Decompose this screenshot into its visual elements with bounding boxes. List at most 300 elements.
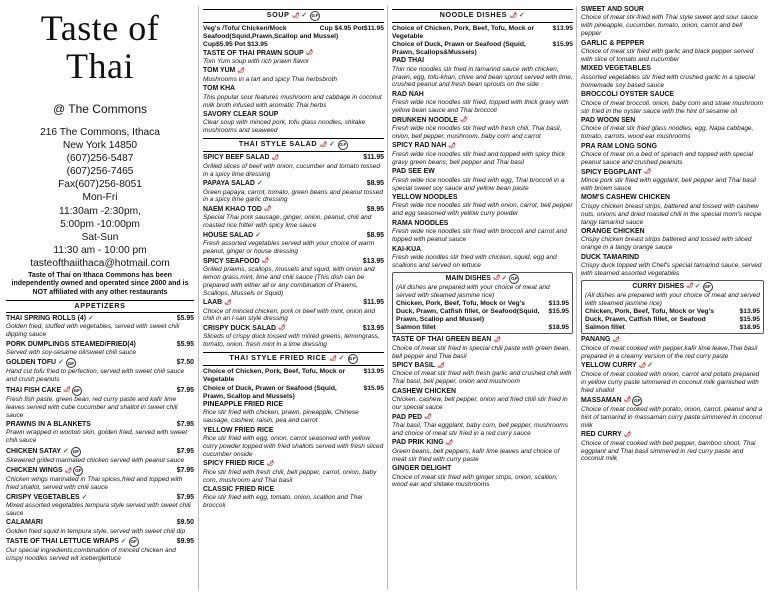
- choice-price: $13.95: [363, 368, 384, 376]
- chili-icon: 🌶: [224, 299, 231, 306]
- item-name: TOM YUM: [203, 67, 236, 75]
- menu-item: [581, 396, 764, 430]
- item-price: $7.95: [176, 421, 194, 429]
- choice-price: $15.95: [739, 316, 760, 324]
- item-price: $8.95: [366, 180, 384, 188]
- item-price: $7.95: [176, 447, 194, 455]
- main-choice-2: [396, 308, 569, 324]
- item-name: PAD PED: [392, 413, 423, 421]
- weekend-hours: 11:30 am - 10:00 pm: [53, 244, 147, 256]
- choice-price: $15.95: [552, 40, 573, 48]
- item-price: $9.50: [176, 519, 194, 527]
- appetizers-heading: APPETIZERS: [6, 300, 194, 313]
- item-desc: Hand cut tofu fried to perfection, served with sweet chili sauce and crush peanuts: [6, 368, 185, 384]
- item-name: ORANGE CHICKEN: [581, 227, 645, 235]
- item-name: PANANG: [581, 336, 611, 344]
- item-desc: Prawn wrapped in wonton skin, golden fried, served with sweet chili sauce: [6, 429, 188, 445]
- curry-choice-2: [585, 316, 760, 324]
- item-price: $8.95: [366, 231, 384, 239]
- item-desc: Choice of meat cooked with onion, carrot and potato prepared in yellow curry paste simmered in coconut milk garnished with fried shallot: [581, 370, 760, 394]
- restaurant-name: Taste of Thai: [40, 8, 160, 86]
- choice-price: $18.95: [739, 324, 760, 332]
- item-desc: Thin rice noodles stir fried in tamarind sauce with chicken, prawn, egg, tofu-khan, chive and bean sprout served with lime, crushed peanut and fresh bean sprouts on the side: [392, 65, 573, 89]
- item-name: SPICY BASIL: [392, 362, 436, 370]
- curry-choice-1: [585, 308, 760, 316]
- item-name: CHICKEN WINGS: [6, 466, 63, 474]
- choice-price: $15.95: [363, 384, 384, 392]
- menu-item: [203, 180, 384, 204]
- item-desc: Grilled prawns, scallops, mussels and squid, with onion and lemon grass,mint, lime and chili sauce (This dish can be prepared with either all or any combination of Prawns, Scallops, Mussels or Squid): [203, 265, 375, 297]
- item-name: PRAWNS IN A BLANKETS: [6, 421, 91, 429]
- item-desc: Fresh wide rice noodles stir fried with onion, carrot, bell pepper and egg seasoned with yellow curry powder: [392, 202, 573, 218]
- gluten-free-icon: GF: [632, 396, 642, 406]
- gluten-free-icon: GF: [348, 354, 358, 364]
- vegan-leaf-icon: ✓: [518, 12, 526, 19]
- noodle-heading: NOODLE DISHES: [439, 10, 507, 19]
- item-name: TASTE OF THAI LETTUCE WRAPS: [6, 538, 119, 546]
- item-desc: Special Thai pork sausage, ginger, onion, peanut, chili and roasted rice fritter with spicy lime sauce: [203, 214, 372, 230]
- menu-item: [581, 431, 764, 463]
- chili-icon: 🌶: [424, 414, 431, 421]
- item-name: RED CURRY: [581, 431, 622, 439]
- chili-icon: 🌶: [263, 206, 271, 213]
- main-dishes-intro: (All dishes are prepared with your choice of meat and served with steamed jasmine rice): [396, 283, 550, 299]
- soup-price-1: Cup $4.95 Pot$11.95: [319, 25, 384, 32]
- chili-icon: 🌶: [492, 275, 500, 282]
- gluten-free-icon: GF: [509, 274, 519, 284]
- menu-item: [6, 494, 194, 518]
- item-desc: Choice of minced chicken, pork or beef with mint, onion and chili in an I-san style dressing: [203, 307, 375, 323]
- item-price: $7.95: [176, 466, 194, 474]
- contact-block: [6, 126, 194, 270]
- menu-item: [581, 254, 764, 278]
- item-name: RAD NAH: [392, 90, 424, 98]
- menu-item: [392, 246, 573, 270]
- vegan-leaf-icon: ✓: [301, 12, 308, 20]
- menu-item: [392, 336, 573, 360]
- vegan-leaf-icon: ✓: [81, 493, 88, 501]
- menu-item: [581, 117, 764, 141]
- fried-rice-section-heading: [203, 352, 384, 366]
- menu-item: [581, 6, 764, 38]
- email: tasteofthaiithaca@hotmail.com: [30, 257, 170, 269]
- item-desc: Fresh wide noodles stir fried with chicken, squid, egg and scallions and served on lettuce: [392, 253, 557, 269]
- choice-price: $13.95: [552, 24, 573, 32]
- gluten-free-icon: GF: [338, 140, 348, 150]
- vegan-leaf-icon: ✓: [58, 359, 64, 367]
- item-desc: Mushrooms in a tart and spicy Thai herbsbroth: [203, 75, 338, 83]
- item-desc: Choice of meat stir fried with garlic and black pepper served with slice of tomato and cucumber: [581, 48, 754, 64]
- menu-item: [6, 341, 194, 357]
- item-name: LAAB: [203, 299, 223, 307]
- soup-price-2: Cup$5.95 Pot $13.95: [203, 41, 268, 49]
- item-price: $11.95: [363, 299, 384, 307]
- fried-rice-choice-2: [203, 385, 384, 401]
- menu-item: [6, 315, 194, 339]
- vegan-leaf-icon: ✓: [120, 538, 127, 545]
- item-name: SPICY EGGPLANT: [581, 168, 642, 176]
- menu-item: [203, 401, 384, 425]
- choice-name: Choice of Chicken, Pork, Beef, Tofu, Mock or Vegetable: [203, 368, 346, 384]
- item-desc: Mince pork stir fried with eggplant, bell pepper and Thai basil with brown sauce: [581, 176, 756, 192]
- menu-item: [392, 142, 573, 166]
- item-name: PINEAPPLE FRIED RICE: [203, 400, 284, 408]
- vegan-leaf-icon: ✓: [329, 141, 336, 149]
- salad-section-heading: [203, 138, 384, 152]
- menu-item: [392, 194, 573, 218]
- item-name: SPICY BEEF SALAD: [203, 154, 270, 162]
- soup-price-line-1: [203, 25, 384, 33]
- chili-icon: 🌶: [437, 362, 444, 369]
- item-desc: Green beans, bell peppers, kafir lime leaves and choice of meat stir fried with curry paste: [392, 447, 560, 463]
- main-dishes-heading: MAIN DISHES: [445, 274, 491, 282]
- menu-item: [581, 40, 764, 64]
- choice-price: $13.95: [548, 299, 569, 307]
- address-line-1: 216 The Commons, Ithaca: [40, 127, 160, 139]
- vegan-leaf-icon: ✓: [501, 274, 508, 282]
- menu-item: [6, 421, 194, 445]
- item-name: TOM KHA: [203, 85, 236, 93]
- appetizers-list: [6, 315, 194, 563]
- item-price: $9.95: [366, 205, 384, 213]
- menu-item: [581, 194, 764, 226]
- item-desc: Choice of meat stir fried with fresh garlic and crushed chili with Thai basil, bell pepper, onion and mushroom: [392, 370, 572, 386]
- soup-choice-1: Veg's /Tofu/ Chicken/Mock: [203, 25, 287, 32]
- item-name: NAEM KHAO TOD: [203, 205, 262, 213]
- item-desc: Clear soup with minced pork, tofu glass noodles, shitake mushrooms and seaweed: [203, 119, 366, 135]
- menu-item: [6, 537, 194, 563]
- address-line-2: New York 14850: [62, 140, 138, 152]
- item-price: $13.95: [362, 257, 384, 265]
- vegan-leaf-icon: ✓: [63, 447, 69, 455]
- item-name: THAI SPRING ROLLS (4): [6, 314, 87, 322]
- noodle-section-heading: [392, 9, 573, 23]
- item-name: SPICY FRIED RICE: [203, 460, 265, 468]
- item-price: $5.95: [176, 340, 194, 348]
- item-name: PRA RAM LONG SONG: [581, 142, 657, 150]
- item-desc: Assorted vegetables stir fried with crushed garlic in a special homemade soy based sauce: [581, 73, 755, 89]
- item-name: SPICY RAD NAH: [392, 142, 447, 150]
- chili-icon: 🌶: [623, 431, 631, 438]
- item-name: PAD WOON SEN: [581, 116, 636, 124]
- item-desc: Sliceds of crispy duck tossed with mixed greens, lemongrass, tomato, onion, fresh mint in a lime dressing: [203, 333, 380, 349]
- item-desc: Mixed assorted vegetables tempura style served with sweet chili sauce: [6, 502, 191, 517]
- item-desc: Our special ingredients,combination of minced chicken and crispy noodles served wit iceberglettuce: [6, 547, 176, 563]
- item-name: PAD SEE EW: [392, 168, 435, 176]
- menu-item: [581, 336, 764, 360]
- item-desc: Chicken wings marinated in Thai spices,fried and topped with fried shallot, served with chili sauce: [6, 476, 183, 492]
- main-choice-3: [396, 324, 569, 332]
- item-name: CASHEW CHICKEN: [392, 387, 456, 395]
- gluten-free-icon: GF: [66, 358, 76, 368]
- phone-2: (607)256-7465: [66, 166, 134, 178]
- menu-item: [203, 232, 384, 256]
- chili-icon: 🌶: [612, 336, 619, 343]
- column-3: [387, 6, 573, 590]
- choice-name: Choice of Chicken, Pork, Beef, Tofu, Mock or Vegetable: [392, 24, 535, 40]
- item-desc: Choice of meat broccoli, onion, baby corn and straw mushroom stir fried in the oyster sauce with the hint of sesame oil: [581, 99, 764, 115]
- item-desc: Fresh wide rice noodles stir fried with fresh chili, Thai basil, onion, bell pepper, mushroom, baby corn and carrot: [392, 125, 562, 141]
- item-price: $13.95: [362, 324, 384, 332]
- menu-item: [203, 486, 384, 510]
- item-desc: Crispy chicken breast strips battered and tossed with sliced orange in a tangy orange sauce: [581, 236, 752, 252]
- choice-price: $13.95: [739, 307, 760, 315]
- choice-name: Chicken, Pork, Beef, Tofu, Mock or Veg's: [396, 299, 525, 307]
- menu-item: [203, 67, 384, 83]
- item-name: PAD THAI: [392, 57, 425, 65]
- vegan-leaf-icon: ✓: [694, 282, 701, 290]
- chili-icon: 🌶: [261, 258, 269, 265]
- choice-name: Choice of Duck, Prawn or Seafood (Squid, Prawn, Scallop and Mussels): [203, 384, 337, 400]
- menu-item: [6, 358, 194, 384]
- main-dishes-heading-row: [396, 274, 569, 284]
- item-name: RAMA NOODLES: [392, 219, 449, 227]
- item-desc: Chicken, cashew, bell pepper, onion and fried chili stir fried in our special sauce: [392, 396, 568, 412]
- item-desc: Choice of meat stir-fried with Thai style sweet and sour sauce with pineapple, cucumber, tomato, onion, carrot and bell pepper: [581, 14, 758, 38]
- menu-item: [203, 460, 384, 484]
- item-name: PORK DUMPLINGS STEAMED/FRIED(4): [6, 340, 136, 348]
- chili-icon: 🌶: [64, 467, 72, 474]
- weekday-hours-lunch: 11:30am -2:30pm,: [59, 205, 141, 217]
- item-desc: Tom Yum soup with rich prawn flavor: [203, 57, 309, 65]
- main-choice-1: [396, 300, 569, 308]
- choice-name: Salmon fillet: [585, 324, 625, 332]
- item-name: SWEET AND SOUR: [581, 6, 644, 13]
- menu-item: [203, 111, 384, 135]
- item-name: CRISPY VEGETABLES: [6, 493, 80, 501]
- chili-icon: 🌶: [278, 325, 285, 332]
- chili-icon: 🌶: [638, 362, 646, 369]
- item-desc: Crispy duck topped with Chef's special tamarind sauce, served with steamed assorted vegetables: [581, 262, 762, 278]
- vegan-leaf-icon: ✓: [88, 314, 94, 322]
- menu-item: [203, 325, 384, 349]
- item-name: PAD PRIK KING: [392, 439, 444, 447]
- item-desc: This popular sour features mushroom and cabbage in coconut milk broth infused with aromatic Thai herbs: [203, 93, 382, 109]
- chili-icon: 🌶: [329, 356, 336, 363]
- vegan-leaf-icon: ✓: [338, 355, 345, 363]
- menu-item: [392, 439, 573, 463]
- item-name: CLASSIC FRIED RICE: [203, 486, 275, 494]
- menu-item: [392, 388, 573, 412]
- main-dishes-box: [392, 272, 573, 335]
- item-name: GARLIC & PEPPER: [581, 39, 645, 47]
- item-name: BROCCOLI OYSTER SAUCE: [581, 91, 675, 99]
- menu-item: [203, 154, 384, 178]
- chili-icon: 🌶: [686, 283, 693, 290]
- item-desc: Skewered grilled marinated chicken served with peanut sauce: [6, 456, 185, 464]
- item-name: YELLOW NOODLES: [392, 193, 458, 201]
- item-desc: Fresh wide rice noodles stir fried with egg, Thai broccoli in a special sweet soy sauce and yellow bean paste: [392, 176, 565, 192]
- item-price: $7.50: [176, 359, 194, 367]
- item-price: $7.95: [176, 493, 194, 501]
- choice-price: $15.95: [548, 307, 569, 315]
- item-price: $5.95: [176, 314, 194, 322]
- chili-icon: 🌶: [643, 169, 651, 176]
- ownership-note: Taste of Thai on Ithaca Commons has been independently owned and operated since 2000 and is NOT affiliated with any other restaurants: [11, 271, 189, 296]
- item-name: MOM'S CASHEW CHICKEN: [581, 194, 670, 202]
- menu-item: [392, 414, 573, 438]
- vegan-leaf-icon: ✓: [256, 180, 263, 187]
- item-name: CALAMARI: [6, 519, 43, 527]
- menu-item: [6, 519, 194, 535]
- item-name: HOUSE SALAD: [203, 231, 254, 239]
- fax: Fax(607)256-8051: [58, 179, 142, 191]
- column-2: [198, 6, 384, 590]
- item-desc: Choice of meat cooked with pepper,kafir lime leave,Thai basil prepared in a creamy version of the red curry paste: [581, 344, 758, 360]
- soup-heading: SOUP: [266, 10, 290, 20]
- menu-item: [581, 228, 764, 252]
- noodle-choice-1: [392, 25, 573, 41]
- vegan-leaf-icon: ✓: [255, 231, 262, 239]
- curry-box: [581, 280, 764, 334]
- item-name: MASSAMAN: [581, 396, 622, 404]
- item-desc: Fresh fish paste, green bean, red curry paste and kafir lime leaves served with cube cucumber and shallot in sweet chili sauce: [6, 395, 178, 419]
- menu-item: [6, 466, 194, 492]
- curry-heading: CURRY DISHES: [632, 282, 685, 290]
- item-price: $9.95: [176, 538, 194, 546]
- item-name: GOLDEN TOFU: [6, 359, 57, 367]
- salad-heading: THAI STYLE SALAD: [238, 139, 318, 149]
- item-desc: Choice of meat stir fried with ginger strips, onion, scallion, wood ear and shitake mushrooms: [392, 473, 558, 489]
- menu-item: [581, 65, 764, 89]
- item-name: MIXED VEGETABLES: [581, 65, 651, 73]
- menu-item: [581, 91, 764, 115]
- item-desc: Fresh wide rice noodles stir fried, topped with thick gravy with yellow bean sauce and Thai broccoli: [392, 99, 569, 115]
- item-name: GINGER DELIGHT: [392, 465, 452, 473]
- menu-item: [392, 465, 573, 489]
- item-name: SAVORY CLEAR SOUP: [203, 110, 279, 118]
- item-desc: Served with soy-sesame oil/sweet chili sauce: [6, 348, 137, 356]
- chili-icon: 🌶: [271, 154, 279, 161]
- fried-rice-heading: THAI STYLE FRIED RICE: [229, 353, 327, 363]
- item-desc: Grilled slices of beef with onion, cucumber and tomato tossed in a spicy lime dressing: [203, 162, 381, 178]
- choice-name: Chicken, Pork, Beef, Tofu, Mock or Veg's: [585, 307, 714, 315]
- curry-heading-row: [585, 282, 760, 292]
- weekday-hours-dinner: 5:00pm -10:00pm: [60, 218, 140, 230]
- menu-item: [392, 91, 573, 115]
- item-desc: Choice of meat cooked with bell pepper, bamboo shoot, Thai eggplant and Thai basil simmered in red curry paste and coconut milk: [581, 439, 756, 463]
- item-desc: Fresh assorted vegetables served with your choice of warm peanut, ginger or house dressing: [203, 240, 375, 256]
- gluten-free-icon: GF: [703, 282, 713, 292]
- gluten-free-icon: GF: [310, 11, 320, 21]
- item-desc: Crispy chicken breast strips, battered and tossed with cashew nuts, onions and dried roasted chili in the special mom's recipe tangy tamarind sauce: [581, 202, 762, 226]
- item-name: SPICY SEAFOOD: [203, 257, 260, 265]
- menu-item: [203, 299, 384, 323]
- menu-item: [392, 117, 573, 141]
- gluten-free-icon: GF: [72, 386, 82, 396]
- item-desc: Choice of meat stir fried glass noodles, egg, Napa cabbage, tomato, carrots, wood ear mushrooms: [581, 125, 754, 141]
- fried-rice-choice-1: [203, 368, 384, 384]
- item-desc: Golden fried squid in tempura style, served with sweet chili dip: [6, 527, 186, 535]
- soup-section-heading: [203, 9, 384, 23]
- item-name: CHICKEN SATAY: [6, 447, 62, 455]
- chili-icon: 🌶: [237, 67, 244, 74]
- phone-1: (607)256-5487: [66, 153, 134, 165]
- soup-choice-2: Seafood(Squid,Prawn,Scallop and Mussel): [203, 33, 339, 41]
- menu-item: [203, 85, 384, 109]
- item-desc: Rice stir fried with fresh chili, bell pepper, carrot, onion, baby corn, mushroom and Thai basil: [203, 468, 377, 484]
- item-desc: Choice of meat on a bed of spinach and topped with special peanut sauce and crushed peanuts: [581, 151, 754, 167]
- chili-icon: 🌶: [63, 387, 70, 394]
- item-name: TASTE OF THAI PRAWN SOUP: [203, 49, 304, 57]
- choice-name: Duck, Prawn, Catfish fillet, or Seafood: [585, 316, 706, 324]
- gluten-free-icon: GF: [71, 447, 81, 457]
- item-desc: Choice of meat stir fried in special chili paste with green bean, bell pepper and Thai basil: [392, 344, 571, 360]
- choice-name: Salmon fillet: [396, 324, 436, 332]
- menu-item: [581, 143, 764, 167]
- item-name: CRISPY DUCK SALAD: [203, 324, 276, 332]
- item-desc: Fresh wide rice noodles stir fried with broccoli and carrot and topped with peanut sauce: [392, 228, 567, 244]
- item-name: PAPAYA SALAD: [203, 180, 255, 188]
- item-price: $7.95: [176, 386, 194, 394]
- choice-price: $18.95: [548, 324, 569, 332]
- menu-item: [581, 362, 764, 394]
- item-desc: Golden fried, stuffed with vegetables, served with sweet chili dipping sauce: [6, 323, 180, 339]
- menu-item: [392, 57, 573, 89]
- weekend-label: Sat-Sun: [81, 231, 119, 243]
- chili-icon: 🌶: [305, 50, 313, 57]
- chili-icon: 🌶: [448, 142, 455, 149]
- item-desc: Choice of meat cooked with potato, onion, carrot, peanut and a hint of tamarind in massaman curry paste simmered in coconut milk: [581, 405, 763, 429]
- location-tag: @ The Commons: [53, 101, 147, 116]
- weekday-label: Mon-Fri: [82, 192, 118, 204]
- item-desc: Rice stir fried with chicken, prawn, pineapple, Chinese sausage, cashew, raisin, pea and carrot: [203, 409, 359, 425]
- gluten-free-icon: GF: [129, 537, 139, 547]
- item-desc: Thai basil, Thai eggplant, baby corn, bell pepper, mushrooms and choice of meat stir fried in a red curry sauce: [392, 422, 568, 437]
- menu-item: [392, 362, 573, 386]
- chili-icon: 🌶: [509, 13, 517, 19]
- menu-item: [203, 258, 384, 298]
- item-desc: Rice stir fried with egg, onion, carrot seasoned with yellow curry powder topped with fried shallots served with fresh sliced cucumber onside: [203, 435, 384, 458]
- menu-item: [203, 427, 384, 459]
- vegan-leaf-icon: ✓: [647, 362, 654, 370]
- menu-item: [203, 50, 384, 66]
- curry-intro: (All dishes are prepared with your choice of meat and served with steamed jasmine rice): [585, 292, 760, 307]
- chili-icon: 🌶: [459, 117, 467, 124]
- item-name: KAI-KUA: [392, 245, 422, 253]
- item-name: THAI FISH CAKE: [6, 386, 62, 394]
- chili-icon: 🌶: [493, 336, 501, 343]
- item-desc: Rice stir fried with egg, tomato, onion, scallion and Thai broccoli: [203, 494, 363, 510]
- item-name: YELLOW CURRY: [581, 362, 637, 370]
- chili-icon: 🌶: [319, 142, 327, 149]
- menu-item: [581, 169, 764, 193]
- item-name: DUCK TAMARIND: [581, 253, 640, 261]
- chili-icon: 🌶: [266, 460, 274, 467]
- chili-icon: 🌶: [445, 439, 453, 446]
- column-4: [576, 6, 764, 590]
- column-1: [6, 6, 194, 590]
- item-name: YELLOW FRIED RICE: [203, 426, 274, 434]
- menu-item: [392, 220, 573, 244]
- gluten-free-icon: GF: [73, 466, 83, 476]
- item-desc: Green papaya, carrot, tomato, green beans and peanut tossed in a spicy lime garlic dressing: [203, 188, 383, 204]
- item-desc: Fresh wide rice noodles stir fried and topped with spicy thick gravy green beans, bell pepper and Thai basil: [392, 150, 566, 166]
- choice-name: Choice of Duck, Prawn or Seafood (Squid, Prawn, Scallops&Mussels): [392, 40, 526, 57]
- item-name: TASTE OF THAI GREEN BEAN: [392, 336, 492, 344]
- menu-item: [6, 386, 194, 420]
- noodle-choice-2: [392, 41, 573, 57]
- chili-icon: 🌶: [291, 13, 299, 20]
- menu-item: [6, 447, 194, 465]
- item-name: DRUNKEN NOODLE: [392, 116, 458, 124]
- menu-item: [203, 206, 384, 230]
- item-price: $11.95: [363, 154, 384, 162]
- menu-item: [392, 168, 573, 192]
- chili-icon: 🌶: [623, 397, 631, 404]
- curry-choice-3: [585, 324, 760, 332]
- choice-name: Duck, Prawn, Catfish fillet, or Seafood(Squid, Prawn, Scallop and Mussel): [396, 307, 540, 323]
